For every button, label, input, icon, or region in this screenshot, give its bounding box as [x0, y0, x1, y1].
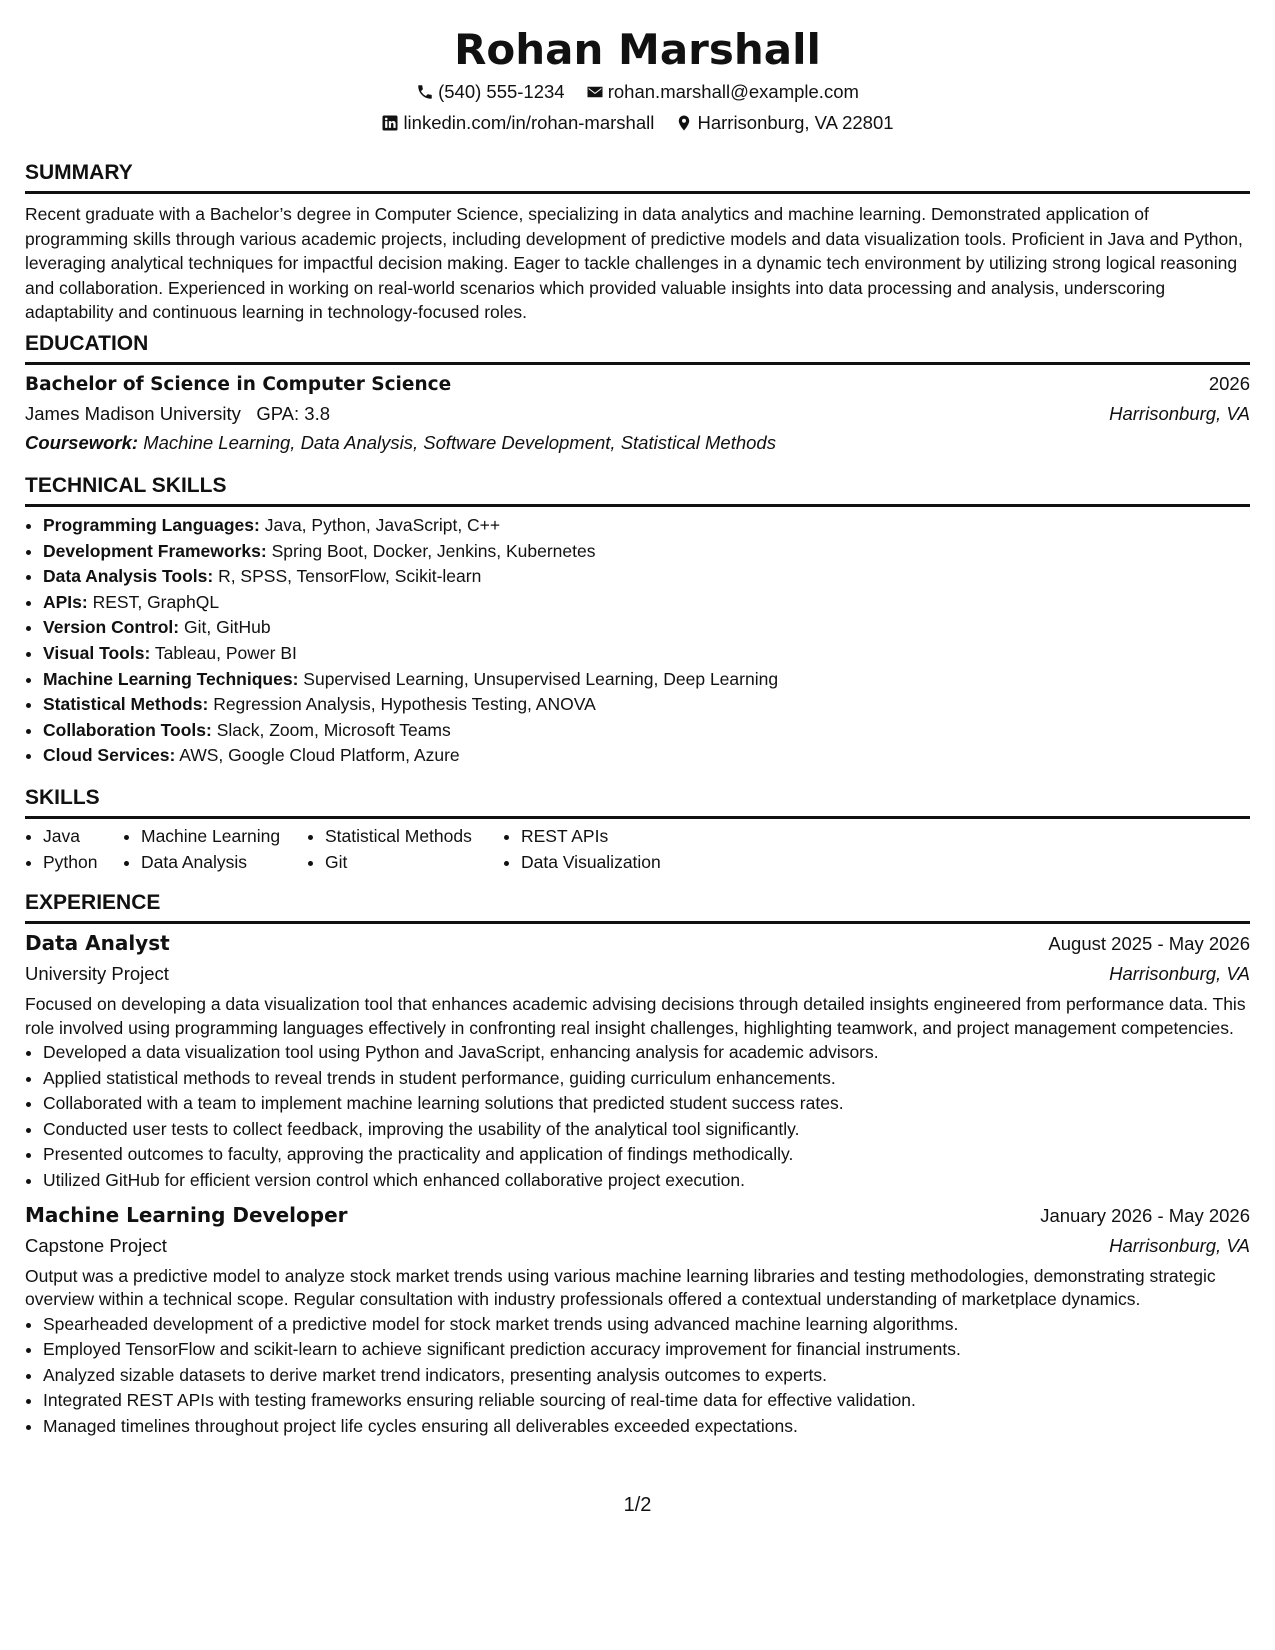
experience-section	[25, 890, 1250, 1440]
section-divider	[25, 504, 1250, 507]
list-item	[43, 641, 1250, 667]
list-item: • Managed timelines throughout project life cycles ensuring all deliverables exceeded expectations.	[43, 1414, 1250, 1440]
section-title: EXPERIENCE	[25, 891, 161, 914]
list-item: • Git	[325, 850, 503, 876]
job-description: Focused on developing a data visualization tool that enhances academic advising decisions through detailed insights engineered from performance data. This role involved using programming languages effectively in confronting real insight challenges, highlighting teamwork, and project management competencies.	[25, 994, 1246, 1038]
section-title: SUMMARY	[25, 161, 133, 184]
coursework-label: Coursework:	[25, 432, 139, 453]
gpa: GPA: 3.8	[256, 403, 331, 424]
candidate-name: Rohan Marshall	[454, 25, 821, 74]
technical-skills-section	[25, 473, 1250, 769]
degree-row	[25, 370, 1250, 399]
school-info	[25, 399, 330, 428]
job-organization: Capstone Project	[25, 1234, 167, 1256]
list-item	[43, 590, 1250, 616]
linkedin-icon	[381, 114, 399, 132]
phone-number: (540) 555-1234	[438, 81, 565, 102]
list-item: • Spearheaded development of a predictive model for stock market trends using advanced machine learning algorithms.	[43, 1312, 1250, 1338]
graduation-year: 2026	[1208, 373, 1250, 394]
contact-row-primary	[25, 80, 1250, 107]
job-header-row	[25, 1200, 1250, 1231]
skill-values: Slack, Zoom, Microsoft Teams	[216, 719, 451, 740]
list-item	[43, 615, 1250, 641]
location-item	[675, 111, 893, 135]
list-item: • Conducted user tests to collect feedback, improving the usability of the analytical tool significantly.	[43, 1117, 1250, 1143]
skills-column	[123, 824, 307, 875]
coursework-line	[25, 428, 1250, 458]
list-item: • Data Analysis	[141, 850, 307, 876]
skills-column	[503, 824, 721, 875]
job-location: Harrisonburg, VA	[1109, 963, 1250, 984]
skill-category: Development Frameworks:	[43, 540, 267, 561]
section-divider	[25, 362, 1250, 365]
job-entry	[25, 928, 1250, 1194]
job-description: Output was a predictive model to analyze stock market trends using various machine learning libraries and testing methodologies, demonstrating strategic overview within a technical scope. Regular consultation with industry professionals offered a contextual understanding of marketplace dynamics.	[25, 1265, 1216, 1310]
job-org-row	[25, 959, 1250, 989]
section-title: SKILLS	[25, 786, 100, 809]
summary-section	[25, 160, 1250, 325]
skill-category: Cloud Services:	[43, 745, 176, 766]
list-item: • Python	[43, 850, 123, 876]
list-item: • Employed TensorFlow and scikit-learn to achieve significant prediction accuracy improvement for financial instruments.	[43, 1337, 1250, 1363]
linkedin-item[interactable]	[381, 111, 654, 135]
list-item: • Java	[43, 824, 123, 850]
education-section	[25, 331, 1250, 458]
skill-category: Programming Languages:	[43, 515, 260, 535]
skill-category: Statistical Methods:	[43, 694, 209, 715]
skill-values: Spring Boot, Docker, Jenkins, Kubernetes	[271, 540, 596, 561]
list-item	[43, 718, 1250, 744]
job-dates: January 2026 - May 2026	[1040, 1204, 1250, 1226]
school-row	[25, 399, 1250, 428]
resume-page	[25, 0, 1250, 1650]
job-bullets	[25, 1040, 1250, 1194]
skill-values: Tableau, Power BI	[154, 642, 297, 663]
skills-column	[25, 824, 123, 875]
map-pin-icon	[675, 114, 693, 132]
skill-values: Regression Analysis, Hypothesis Testing, ANOVA	[213, 694, 596, 715]
job-organization: University Project	[25, 963, 169, 984]
list-item: • Analyzed sizable datasets to derive market trend indicators, presenting analysis outcomes to experts.	[43, 1363, 1250, 1389]
list-item	[43, 539, 1250, 565]
skills-column	[307, 824, 503, 875]
list-item: • Statistical Methods	[325, 824, 503, 850]
job-org-row	[25, 1231, 1250, 1261]
section-title: EDUCATION	[25, 332, 149, 355]
contact-row-secondary	[25, 111, 1250, 138]
list-item	[43, 513, 1250, 539]
skill-values: REST, GraphQL	[92, 591, 220, 612]
skills-columns	[25, 824, 1250, 875]
linkedin-url[interactable]: linkedin.com/in/rohan-marshall	[403, 112, 655, 133]
school-location: Harrisonburg, VA	[1109, 403, 1250, 424]
list-item: • Machine Learning	[141, 824, 307, 850]
skill-values: Java, Python, JavaScript, C++	[264, 515, 501, 535]
skill-category: APIs:	[43, 591, 88, 612]
email-item[interactable]	[586, 80, 859, 104]
page-number: 1/2	[623, 1494, 652, 1516]
location-text: Harrisonburg, VA 22801	[697, 112, 894, 133]
email-address[interactable]: rohan.marshall@example.com	[607, 81, 859, 102]
degree-title: Bachelor of Science in Computer Science	[25, 374, 452, 395]
school-name: James Madison University	[25, 403, 241, 424]
job-title: Data Analyst	[25, 931, 170, 955]
list-item: • REST APIs	[521, 824, 721, 850]
list-item: • Collaborated with a team to implement machine learning solutions that predicted student success rates.	[43, 1091, 1250, 1117]
list-item: • Developed a data visualization tool using Python and JavaScript, enhancing analysis for academic advisors.	[43, 1040, 1250, 1066]
skill-category: Data Analysis Tools:	[43, 566, 214, 587]
skill-values: AWS, Google Cloud Platform, Azure	[179, 745, 460, 766]
section-divider	[25, 191, 1250, 194]
skill-category: Version Control:	[43, 617, 180, 638]
coursework-list: Machine Learning, Data Analysis, Software Development, Statistical Methods	[143, 432, 776, 453]
section-divider	[25, 816, 1250, 819]
list-item	[43, 743, 1250, 769]
list-item: • Presented outcomes to faculty, approving the practicality and application of findings methodically.	[43, 1142, 1250, 1168]
job-title: Machine Learning Developer	[25, 1202, 348, 1227]
list-item: • Integrated REST APIs with testing frameworks ensuring reliable sourcing of real-time data for effective validation.	[43, 1388, 1250, 1414]
list-item: • Data Visualization	[521, 850, 721, 876]
summary-text: Recent graduate with a Bachelor’s degree in Computer Science, specializing in data analytics and machine learning. Demonstrated application of programming skills through various academic projects, including development of predictive models and data visualization tools. Proficient in Java and Python, leveraging analytical techniques for impactful decision making. Eager to tackle challenges in a dynamic tech environment by utilizing strong logical reasoning and collaboration. Experienced in working on real-world scenarios which provided valuable insights into data processing and analysis, underscoring adaptability and continuous learning in technology-focused roles.	[25, 204, 1243, 322]
section-title: TECHNICAL SKILLS	[25, 474, 227, 497]
skill-category: Collaboration Tools:	[43, 719, 212, 740]
list-item	[43, 692, 1250, 718]
job-entry	[25, 1200, 1250, 1440]
envelope-icon	[586, 83, 604, 101]
skill-values: Supervised Learning, Unsupervised Learning, Deep Learning	[303, 668, 779, 689]
job-dates: August 2025 - May 2026	[1048, 933, 1250, 954]
job-bullets	[25, 1312, 1250, 1440]
job-header-row	[25, 928, 1250, 959]
list-item: • Applied statistical methods to reveal trends in student performance, guiding curriculum enhancements.	[43, 1066, 1250, 1092]
skill-category: Visual Tools:	[43, 642, 151, 663]
section-divider	[25, 921, 1250, 924]
job-location: Harrisonburg, VA	[1109, 1234, 1250, 1256]
skill-category: Machine Learning Techniques:	[43, 668, 299, 689]
list-item	[43, 564, 1250, 590]
phone-item	[416, 80, 565, 104]
skills-section	[25, 785, 1250, 875]
list-item	[43, 667, 1250, 693]
technical-skills-list	[25, 513, 1250, 769]
skill-values: R, SPSS, TensorFlow, Scikit-learn	[218, 566, 482, 587]
list-item: • Utilized GitHub for efficient version control which enhanced collaborative project execution.	[43, 1168, 1250, 1194]
skill-values: Git, GitHub	[184, 617, 271, 638]
phone-icon	[416, 83, 434, 101]
